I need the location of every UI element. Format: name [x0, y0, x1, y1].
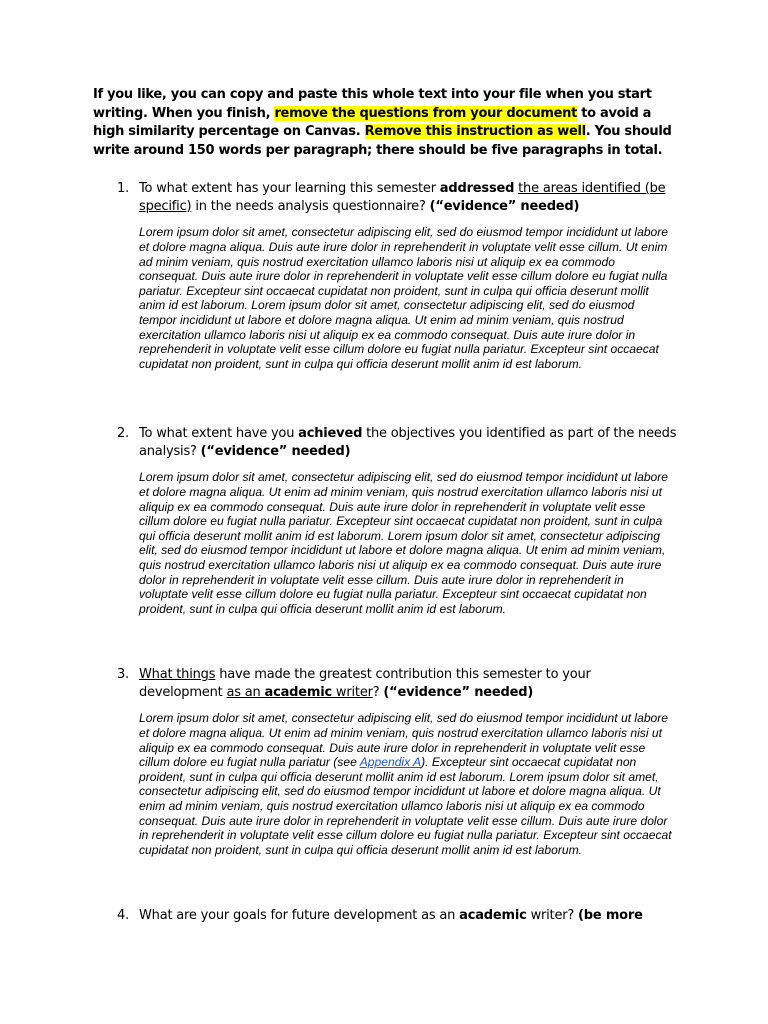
question-2: [117, 425, 677, 460]
list-number: 1.: [117, 181, 130, 196]
instruction-text-1: If you like, you can copy and paste this whole text into your file when you start writing. When you finish,: [93, 87, 652, 121]
list-item-3: [117, 666, 677, 858]
list-item-1: [117, 180, 677, 372]
answer-paragraph-3: [139, 711, 675, 858]
instruction-paragraph: [93, 86, 683, 160]
question-underlined: What things: [139, 667, 216, 682]
question-underlined: the areas identified (be specific): [139, 181, 666, 214]
question-text: have made the greatest contribution this semester to your development: [139, 667, 591, 700]
evidence-note: (“evidence” needed): [383, 684, 534, 700]
list-item-2: [117, 425, 677, 617]
list-number: 2.: [117, 426, 130, 441]
appendix-a-link[interactable]: Appendix A: [359, 755, 422, 770]
instruction-text-3: . You should write around 150 words per paragraph; there should be five paragraphs in total.: [93, 124, 672, 158]
answer-text: ). Excepteur sint occaecat cupidatat non proident, sunt in culpa qui officia deserunt mollit anim id est laborum. Lorem ipsum dolor sit amet, consectetur adipiscing elit, sed do eiusmod tempor incididunt ut labore et dolore magna aliqua. Ut enim ad minim veniam, quis nostrud exercitation ullamco laboris nisi ut aliquip ex ea commodo consequat. Duis aute irure dolor in reprehenderit in voluptate velit esse cillum. Duis aute irure dolor in reprehenderit in voluptate velit esse cillum dolore eu fugiat nulla pariatur. Excepteur sint occaecat cupidatat non proident, sunt in culpa qui officia deserunt mollit anim id est laborum.: [139, 755, 672, 858]
question-text: To what extent have you: [139, 426, 299, 441]
question-text: ?: [372, 684, 384, 700]
question-emphasis: (be more: [578, 908, 643, 923]
list-item-4: [117, 907, 677, 925]
instruction-text-2: to avoid a high similarity percentage on Canvas.: [93, 105, 652, 139]
question-text: To what extent has your learning this semester: [139, 181, 440, 196]
evidence-note: (“evidence” needed): [200, 443, 351, 459]
question-emphasis: addressed: [439, 181, 515, 196]
list-number: 4.: [117, 908, 130, 923]
list-number: 3.: [117, 667, 130, 682]
question-underlined: as an: [226, 684, 265, 700]
question-3: [117, 666, 677, 701]
question-text: the objectives you identified as part of the needs analysis?: [139, 426, 677, 459]
question-text: in the needs analysis questionnaire?: [191, 198, 430, 214]
question-text: writer?: [526, 908, 579, 923]
question-emphasis: academic: [264, 684, 332, 700]
question-1: [117, 180, 677, 215]
question-4: [117, 907, 677, 925]
highlighted-instruction-1: remove the questions from your document: [274, 105, 578, 121]
answer-text: Lorem ipsum dolor sit amet, consectetur adipiscing elit, sed do eiusmod tempor incididunt ut labore et dolore magna aliqua. Ut enim ad minim veniam, quis nostrud exercitation ullamco laboris nisi ut aliquip ex ea commodo consequat. Duis aute irure dolor in reprehenderit in voluptate velit esse cillum dolore eu fugiat nulla pariatur (see: [139, 711, 669, 770]
question-text: What are your goals for future development as an: [139, 908, 460, 923]
question-underlined: writer: [332, 684, 373, 700]
question-emphasis: academic: [459, 908, 527, 923]
evidence-note: (“evidence” needed): [429, 198, 580, 214]
answer-paragraph-2: Lorem ipsum dolor sit amet, consectetur adipiscing elit, sed do eiusmod tempor incididunt ut labore et dolore magna aliqua. Ut enim ad minim veniam, quis nostrud exercitation ullamco laboris nisi ut aliquip ex ea commodo consequat. Duis aute irure dolor in reprehenderit in voluptate velit esse cillum dolore eu fugiat nulla pariatur. Excepteur sint occaecat cupidatat non proident, sunt in culpa qui officia deserunt mollit anim id est laborum. Lorem ipsum dolor sit amet, consectetur adipiscing elit, sed do eiusmod tempor incididunt ut labore et dolore magna aliqua. Ut enim ad minim veniam, quis nostrud exercitation ullamco laboris nisi ut aliquip ex ea commodo consequat. Duis aute irure dolor in reprehenderit in voluptate velit esse cillum. Duis aute irure dolor in reprehenderit in voluptate velit esse cillum dolore eu fugiat nulla pariatur. Excepteur sint occaecat cupidatat non proident, sunt in culpa qui officia deserunt mollit anim id est laborum.: [139, 470, 669, 617]
highlighted-instruction-2: Remove this instruction as well: [364, 124, 586, 139]
question-emphasis: achieved: [298, 426, 363, 441]
answer-paragraph-1: Lorem ipsum dolor sit amet, consectetur adipiscing elit, sed do eiusmod tempor incididunt ut labore et dolore magna aliqua. Duis aute irure dolor in reprehenderit in voluptate velit esse cillum. Ut enim ad minim veniam, quis nostrud exercitation ullamco laboris nisi ut aliquip ex ea commodo consequat. Duis aute irure dolor in reprehenderit in voluptate velit esse cillum dolore eu fugiat nulla pariatur. Excepteur sint occaecat cupidatat non proident, sunt in culpa qui officia deserunt mollit anim id est laborum. Lorem ipsum dolor sit amet, consectetur adipiscing elit, sed do eiusmod tempor incididunt ut labore et dolore magna aliqua. Ut enim ad minim veniam, quis nostrud exercitation ullamco laboris nisi ut aliquip ex ea commodo consequat. Duis aute irure dolor in reprehenderit in voluptate velit esse cillum dolore eu fugiat nulla pariatur. Excepteur sint occaecat cupidatat non proident, sunt in culpa qui officia deserunt mollit anim id est laborum.: [139, 225, 669, 372]
